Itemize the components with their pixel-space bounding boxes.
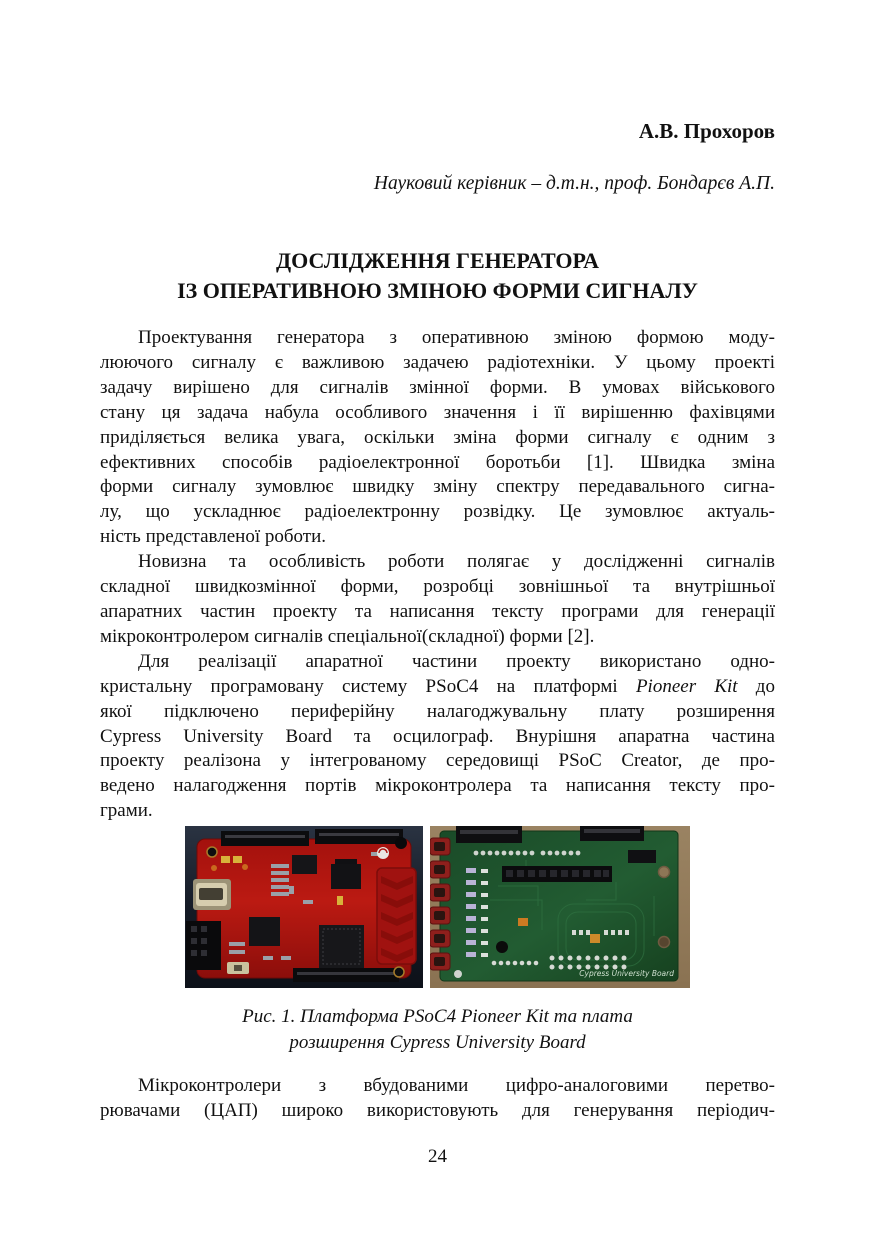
figure-caption-line2: розширення Cypress University Board	[289, 1032, 586, 1054]
pin-header	[315, 829, 403, 844]
figure-1	[100, 826, 775, 988]
screw-pad	[454, 970, 462, 978]
text-line: люючого сигналу є важливою задачею радіотехніки. У цьому проекті	[100, 351, 775, 373]
figure-caption	[100, 1004, 775, 1056]
text-line: мікроконтролером сигналів спеціальної(складної) форми [2].	[100, 625, 595, 647]
text-line: рювачами (ЦАП) широко використовують для генерування періодич-	[100, 1100, 775, 1122]
screw-hole	[207, 847, 217, 857]
text-line: Мікроконтролери з вбудованими цифро-аналоговими перетво-	[138, 1075, 775, 1097]
paragraph-4	[100, 1074, 775, 1124]
screw-hole	[394, 967, 404, 977]
text-segment: кристальну програмовану систему PSoC4 на платформі	[100, 675, 636, 697]
pin-header	[456, 826, 522, 843]
capacitor	[518, 918, 528, 926]
text-line: Cypress University Board та осцилограф. Внурішня апаратна частина	[100, 725, 775, 747]
ic-chip	[292, 855, 317, 874]
text-line: приділяється велика увага, оскільки зміна форми сигналу є одним з	[100, 426, 775, 448]
text-line: стану ця задача набула особливого значення і її вирішенню фахівцями	[100, 401, 775, 423]
page-content	[100, 0, 775, 1169]
text-line: якої підключено периферійну налагоджувальну плату розширення	[100, 700, 775, 722]
mini-usb-connector	[193, 879, 231, 910]
mcu-chip	[319, 925, 364, 968]
article-title-line2: ІЗ ОПЕРАТИВНОЮ ЗМІНОЮ ФОРМИ СИГНАЛУ	[177, 278, 698, 303]
article-title-line1: ДОСЛІДЖЕННЯ ГЕНЕРАТОРА	[275, 248, 600, 273]
board-silkscreen-label: Cypress University Board	[579, 969, 674, 979]
ic-chip	[249, 917, 280, 946]
article-body	[100, 326, 775, 824]
text-line: грами.	[100, 800, 153, 822]
text-line: форми сигналу зумовлює швидку зміну спектру передавального сигна-	[100, 476, 775, 498]
text-line: Для реалізації апаратної частини проекту використано одно-	[138, 650, 775, 672]
standoff	[395, 837, 407, 849]
article-title	[100, 246, 775, 306]
text-line: ефективних способів радіоелектронної боротьби [1]. Швидка зміна	[100, 451, 775, 473]
figure-caption-line1: Рис. 1. Платформа PSoC4 Pioneer Kit та плата	[242, 1006, 633, 1028]
pin-header	[628, 850, 656, 863]
text-line: апаратних частин проекту та написання тексту програми для генерації	[100, 600, 775, 622]
supervisor-line: Науковий керівник – д.т.н., проф. Бондарєв А.П.	[373, 173, 775, 194]
capsense-slider	[377, 868, 416, 964]
university-board-photo	[430, 826, 690, 988]
mounting-hole	[659, 867, 670, 878]
italic-term: Pioneer Kit	[635, 675, 738, 697]
text-line: лу, що ускладнює радіоелектронну розвідку. Це зумовлює актуаль-	[100, 501, 775, 523]
paragraph-2	[100, 550, 775, 650]
text-line: проекту реалізона у інтегрованому середовищі PSoC Creator, де про-	[100, 750, 775, 772]
text-line: складної швидкозмінної форми, розробці зовнішньої та внутрішньої	[100, 576, 775, 598]
author-name: А.В. Прохоров	[638, 119, 775, 143]
capacitor	[590, 934, 600, 943]
paragraph-1	[100, 326, 775, 550]
mounting-hole	[659, 937, 670, 948]
paragraph-3	[100, 650, 775, 824]
text-line: Новизна та особливість роботи полягає у дослідженні сигналів	[138, 551, 775, 573]
text-line-with-italic	[100, 675, 775, 700]
text-line: задачу вирішено для сигналів змінної форми. В умовах військового	[100, 376, 775, 398]
pioneer-kit-photo	[185, 826, 423, 988]
text-line: ведено налагодження портів мікроконтролера та написання тексту про-	[100, 775, 775, 797]
text-line: ність представленої роботи.	[100, 526, 326, 548]
pin-header	[221, 831, 309, 846]
page-number: 24	[428, 1145, 447, 1167]
text-line: Проектування генератора з оперативною зміною формою моду-	[138, 327, 775, 348]
text-segment: до	[737, 675, 775, 697]
hole	[496, 941, 508, 953]
pin-header	[580, 826, 644, 841]
regulator-chip	[331, 859, 361, 889]
